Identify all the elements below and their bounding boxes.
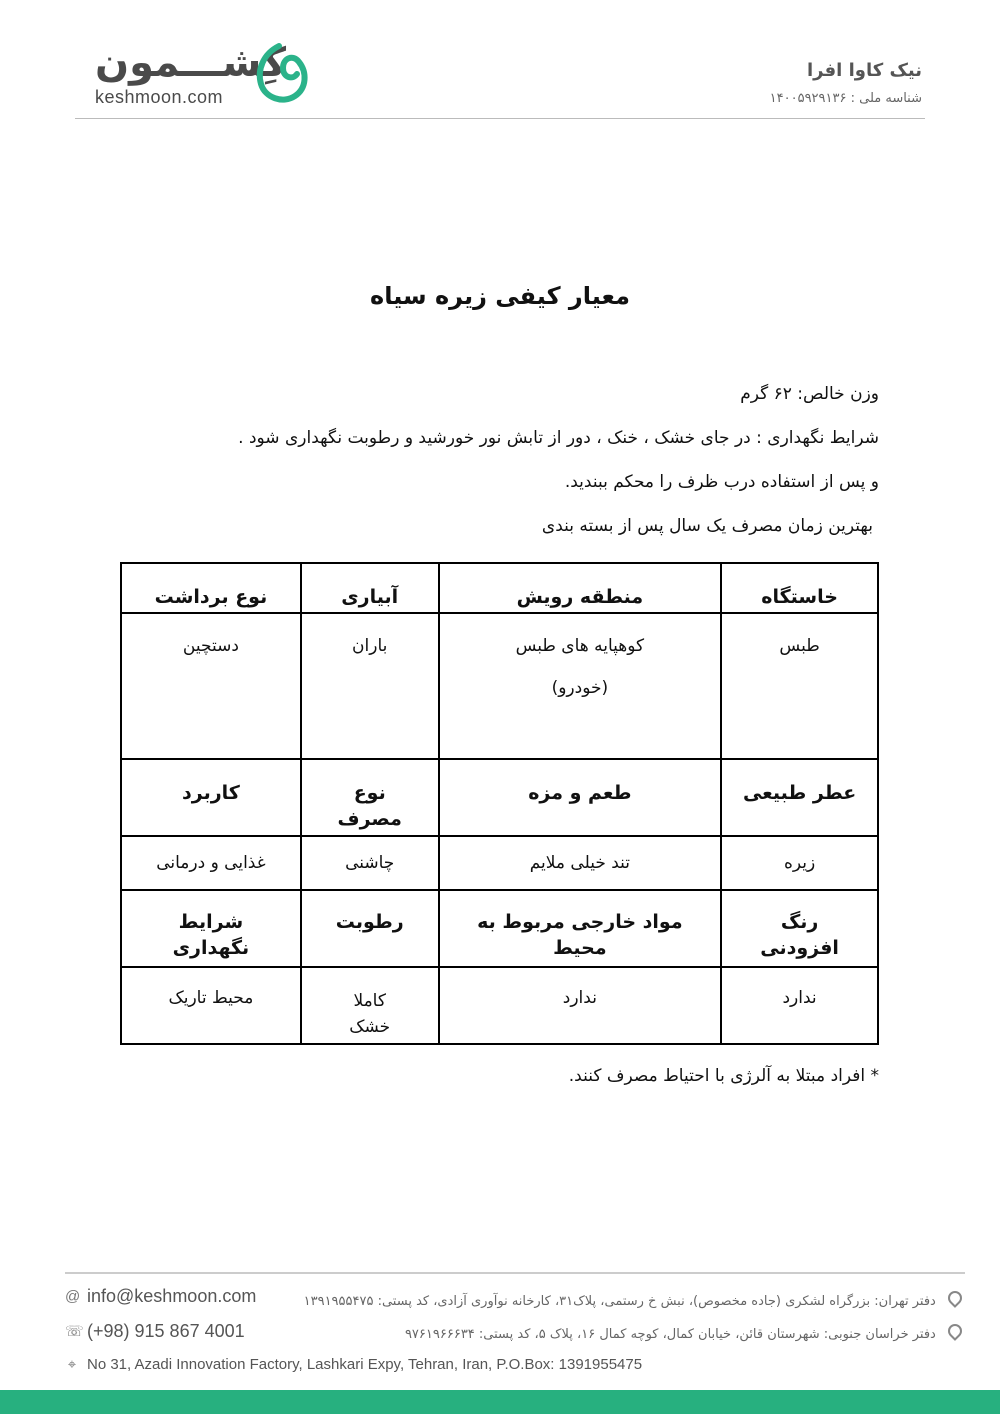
- value-cell: باران: [301, 613, 439, 759]
- value-line: کوهپایه های طبس: [515, 636, 645, 656]
- footer-address-khorasan: [405, 1324, 962, 1342]
- location-pin-icon: [945, 1288, 965, 1308]
- footer-phone: [65, 1321, 245, 1342]
- location-pin-icon: [945, 1321, 965, 1341]
- allergy-note: * افراد مبتلا به آلرژی با احتیاط مصرف کنند.: [568, 1066, 879, 1086]
- value-cell: [439, 613, 722, 759]
- footer-brand-bar: [0, 1390, 1000, 1414]
- value-cell: کاملا خشک: [301, 967, 439, 1044]
- header-cell: مواد خارجی مربوط به محیط: [439, 890, 722, 967]
- header-cell: آبیاری: [301, 563, 439, 613]
- best-use-line: بهترین زمان مصرف یک سال پس از بسته بندی: [541, 516, 873, 536]
- table-row: [121, 563, 878, 613]
- header-cell: رنگ افزودنی: [721, 890, 878, 967]
- footer-address-en: [65, 1356, 642, 1373]
- header-cell: منطقه رویش: [439, 563, 722, 613]
- address-tehran-text: دفتر تهران: بزرگراه لشکری (جاده مخصوص)، نبش خ رستمی، پلاک۳۱، کارخانه نوآوری آزادی، کد پستی: ۱۳۹۱۹۵۵۴۷۵: [303, 1294, 936, 1309]
- value-cell: چاشنی: [301, 836, 439, 890]
- value-cell: تند خیلی ملایم: [439, 836, 722, 890]
- location-pin-icon: ⌖: [67, 1355, 77, 1373]
- footer-email: [65, 1286, 256, 1307]
- header-cell: خاستگاه: [721, 563, 878, 613]
- header-cell: نوع مصرف: [301, 759, 439, 836]
- company-block: [770, 60, 922, 106]
- value-cell: ندارد: [721, 967, 878, 1044]
- header-cell: طعم و مزه: [439, 759, 722, 836]
- value-cell: ندارد: [439, 967, 722, 1044]
- value-line-extra: (خودرو): [551, 678, 609, 698]
- header-cell: شرایط نگهداری: [121, 890, 301, 967]
- value-cell: طبس: [721, 613, 878, 759]
- address-en-text: No 31, Azadi Innovation Factory, Lashkari Expy, Tehran, Iran, P.O.Box: 1391955475: [87, 1356, 643, 1373]
- footer-address-tehran: [304, 1291, 962, 1309]
- storage-line-1: شرایط نگهداری : در جای خشک ، خنک ، دور از تابش نور خورشید و رطوبت نگهداری شود .: [238, 428, 879, 448]
- net-weight: وزن خالص: ۶۲ گرم: [740, 384, 879, 404]
- national-id: شناسه ملی : ۱۴۰۰۵۹۲۹۱۳۶: [769, 91, 922, 106]
- storage-line-2: و پس از استفاده درب ظرف را محکم ببندید.: [564, 472, 879, 492]
- keshmoon-logo: [95, 38, 310, 110]
- company-name: نیک کاوا افرا: [807, 60, 922, 81]
- value-cell: زیره: [721, 836, 878, 890]
- address-khorasan-text: دفتر خراسان جنوبی: شهرستان قائن، خیابان کمال، کوچه کمال ۱۶، پلاک ۵، کد پستی: ۹۷۶۱۹۶۶۶۳۴: [404, 1327, 936, 1342]
- header-cell: نوع برداشت: [121, 563, 301, 613]
- header-divider: [75, 118, 925, 119]
- email-text: info@keshmoon.com: [87, 1286, 257, 1306]
- header-cell: عطر طبیعی: [721, 759, 878, 836]
- table-row: [121, 890, 878, 967]
- value-cell: غذایی و درمانی: [121, 836, 301, 890]
- header-cell: کاربرد: [121, 759, 301, 836]
- table-row: [121, 836, 878, 890]
- header-cell: رطوبت: [301, 890, 439, 967]
- quality-spec-table: [120, 562, 879, 1045]
- phone-icon: ☏: [65, 1322, 84, 1340]
- logo-wordmark: کِشـــمون: [95, 40, 287, 86]
- table-row: [121, 759, 878, 836]
- value-cell: دستچین: [121, 613, 301, 759]
- value-cell: محیط تاریک: [121, 967, 301, 1044]
- email-icon: @: [65, 1287, 81, 1305]
- logo-domain: keshmoon.com: [95, 87, 224, 107]
- document-title: معیار کیفی زیره سیاه: [370, 282, 630, 310]
- phone-text: (+98) 915 867 4001: [87, 1321, 245, 1341]
- table-row: [121, 967, 878, 1044]
- table-row: [121, 613, 878, 759]
- keshmoon-swirl-icon: [253, 40, 309, 106]
- footer-divider: [65, 1272, 965, 1274]
